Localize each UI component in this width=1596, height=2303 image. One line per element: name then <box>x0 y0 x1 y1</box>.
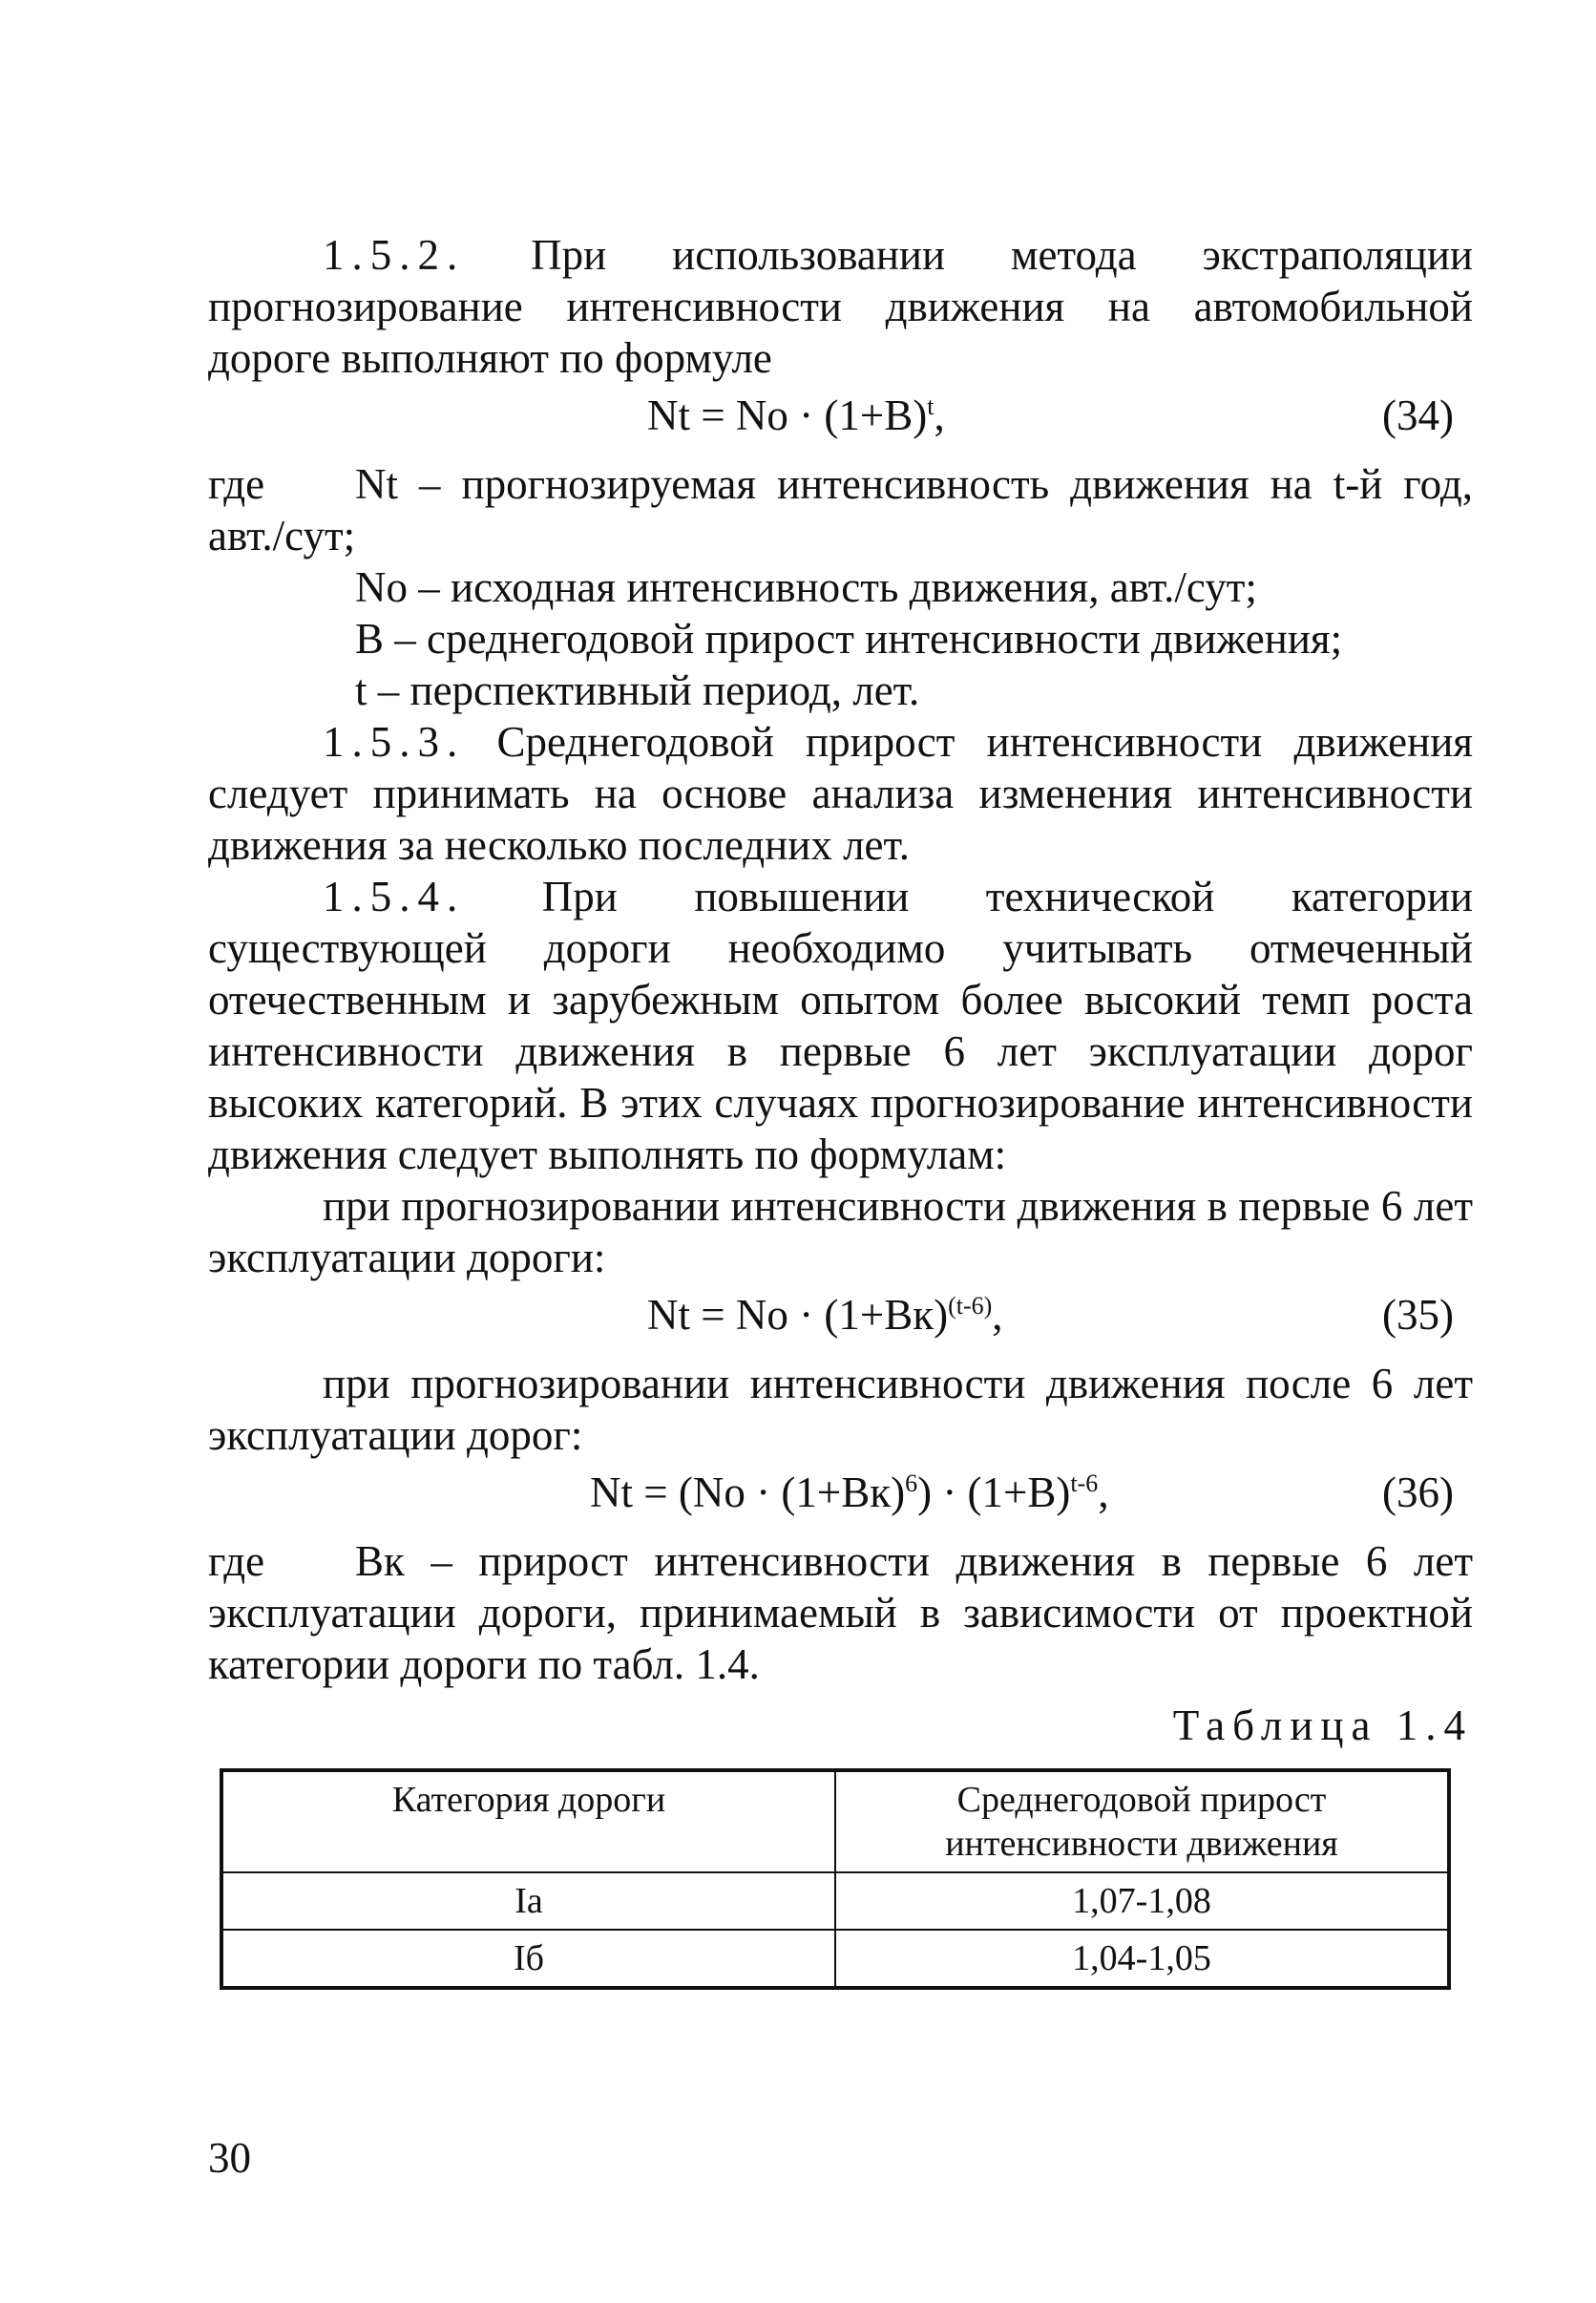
table-row <box>221 1930 1449 1988</box>
where-block-2 <box>208 1535 1473 1690</box>
where-label: где <box>208 1537 265 1585</box>
where-item: t – перспективный период, лет. <box>355 666 920 714</box>
formula-lhs: Nt = No · (1+Bк) <box>647 1291 949 1339</box>
paragraph-text: При повышении технической категории существующей дороги необходимо учитывать отмеченный отечественным и зарубежным опытом более высокий темп роста интенсивности движения в первые 6 лет эксплуатации дорог высоких категорий. В этих случаях прогнозирование интенсивности движения следует выполнять по формулам: <box>208 873 1473 1178</box>
formula-34 <box>208 390 1473 453</box>
table-header-cell: Категория дороги <box>221 1770 835 1872</box>
page-number: 30 <box>208 2134 251 2182</box>
table-cell: Iа <box>221 1872 835 1930</box>
paragraph-text: Среднегодовой прирост интенсивности движения следует принимать на основе анализа изменения интенсивности движения за несколько последних лет. <box>208 718 1473 869</box>
where-label: где <box>208 460 265 508</box>
table-cell: Iб <box>221 1930 835 1988</box>
where-block-1 <box>208 458 1473 716</box>
formula-expression <box>590 1467 1109 1518</box>
formula-number: (34) <box>1382 391 1454 439</box>
formula-tail: , <box>992 1291 1003 1339</box>
formula-36 <box>208 1467 1473 1530</box>
formula-expression <box>647 1289 1003 1341</box>
table-caption: Таблица 1.4 <box>1172 1701 1473 1749</box>
formula-part: Nt = (No · (1+Bк) <box>590 1468 906 1516</box>
formula-tail: , <box>934 391 945 439</box>
where-definition: Bк – прирост интенсивности движения в первые 6 лет эксплуатации дороги, принимаемый в зависимости от проектной категории дороги по табл. 1.4. <box>208 1537 1473 1688</box>
where-definition: Nt – прогнозируемая интенсивность движения на t-й год, авт./сут; <box>208 460 1473 560</box>
formula-expression <box>647 390 945 441</box>
formula-exponent: t-6 <box>1070 1469 1099 1497</box>
page-body <box>208 229 1473 1990</box>
formula-lhs: Nt = No · (1+B) <box>647 391 928 439</box>
table-cell: 1,07-1,08 <box>835 1872 1449 1930</box>
paragraph-first-6-years: при прогнозировании интенсивности движения в первые 6 лет эксплуатации дороги: <box>208 1182 1473 1281</box>
growth-rate-table <box>220 1768 1451 1990</box>
where-item: B – среднегодовой прирост интенсивности движения; <box>355 615 1343 663</box>
paragraph-text: При использовании метода экстраполяции прогнозирование интенсивности движения на автомобильной дороге выполняют по формуле <box>208 231 1473 382</box>
formula-exponent: (t-6) <box>948 1292 993 1320</box>
formula-exponent: 6 <box>905 1469 918 1497</box>
formula-tail: , <box>1098 1468 1109 1516</box>
paragraph-1-5-3 <box>208 716 1473 871</box>
formula-part: ) · (1+B) <box>917 1468 1071 1516</box>
where-item: No – исходная интенсивность движения, авт./сут; <box>355 563 1257 611</box>
table-cell: 1,04-1,05 <box>835 1930 1449 1988</box>
formula-exponent: t <box>927 392 934 420</box>
table-header-row <box>221 1770 1449 1872</box>
section-label: 1.5.3. <box>323 718 466 766</box>
section-label: 1.5.2. <box>323 231 466 279</box>
section-label: 1.5.4. <box>323 873 466 920</box>
table-row <box>221 1872 1449 1930</box>
paragraph-1-5-4 <box>208 871 1473 1180</box>
table-header-cell: Среднегодовой прирост интенсивности движения <box>835 1770 1449 1872</box>
paragraph-1-5-2 <box>208 229 1473 384</box>
formula-number: (35) <box>1382 1291 1454 1339</box>
formula-number: (36) <box>1382 1468 1454 1516</box>
paragraph-after-6-years: при прогнозировании интенсивности движения после 6 лет эксплуатации дорог: <box>208 1360 1473 1459</box>
where-first-line <box>208 458 1473 561</box>
formula-35 <box>208 1289 1473 1352</box>
